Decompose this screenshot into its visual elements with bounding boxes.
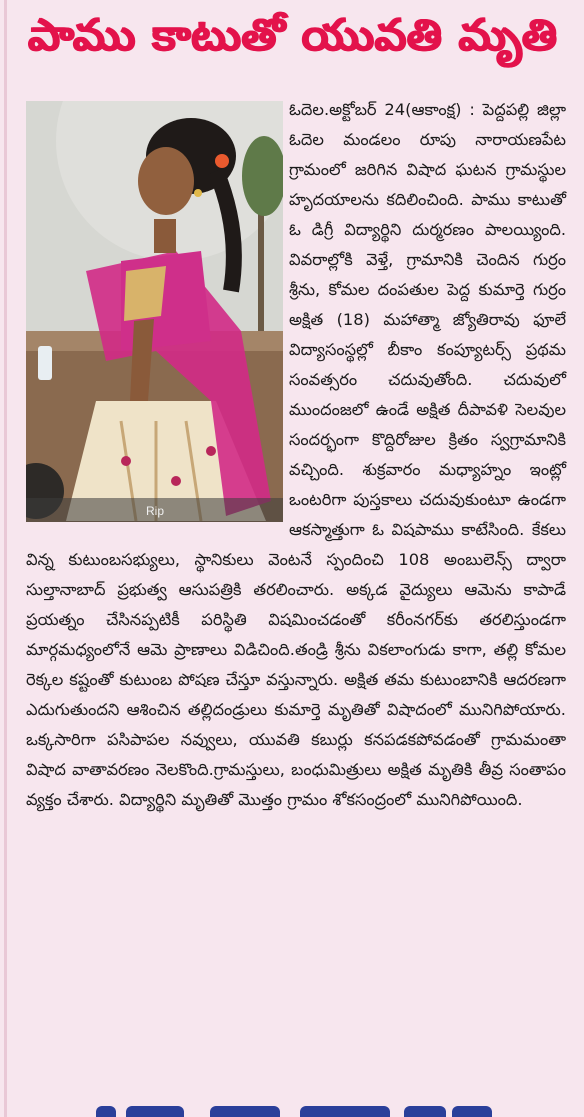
text-fragment <box>404 1106 446 1117</box>
portrait-illustration <box>26 101 283 522</box>
page-left-rule <box>4 0 7 1117</box>
photo-caption: Rip <box>146 504 165 518</box>
headline: పాము కాటుతో యువతి మృతి <box>28 10 558 61</box>
victim-photo <box>26 101 283 522</box>
text-fragment <box>126 1106 184 1117</box>
article-text: ఓదెల.అక్టోబర్ 24(ఆకాంక్ష) : పెద్దపల్లి జిల్లా ఓదెల మండలం రూపు నారాయణపేట గ్రామంలో జరిగిన విషాద ఘటన గ్రామస్థుల హృదయాలను కదిలించింది. పాము కాటుతో ఓ డిగ్రీ విద్యార్థిని దుర్మరణం పాలయ్యింది. వివరాల్లోకి వెళ్తే, గ్రామానికి చెందిన గుర్రం శ్రీను, కోమల దంపతుల పెద్ద కుమార్తె గుర్రం అక్షిత (18) మహాత్మా జ్యోతిరావు ఫూలే విద్యాసంస్థల్లో బీకాం కంప్యూటర్స్ ప్రథమ సంవత్సరం చదువుతోంది. చదువులో ముందంజలో ఉండే అక్షిత దీపావళి సెలవుల సందర్భంగా కొద్దిరోజుల క్రితం స్వగ్రామానికి వచ్చింది. శుక్రవారం మధ్యాహ్నం ఇంట్లో ఒంటరిగా పుస్తకాలు చదువుకుంటూ ఉండగా ఆకస్మాత్తుగా ఓ విషపాము కాటేసింది. కేకలు విన్న కుటుంబసభ్యులు, స్థానికులు వెంటనే స్పందించి 108 అంబులెన్స్ ద్వారా సుల్తానాబాద్ ప్రభుత్వ ఆసుపత్రికి తరలించారు. అక్కడ వైద్యులు ఆమెను కాపాడే ప్రయత్నం చేసినప్పటికీ పరిస్థితి విషమించడంతో కరీంనగర్‌కు తరలిస్తుండగా మార్గమధ్యంలోనే ఆమె ప్రాణాలు విడిచింది.తండ్రి శ్రీను వికలాంగుడు కాగా, తల్లి కోమల రెక్కల కష్టంతో కుటుంబ పోషణ చేస్తూ వస్తున్నారు. అక్షిత తమ కుటుంబానికి ఆదరణగా ఎదుగుతుందని ఆశించిన తల్లిదండ్రులు కుమార్తె మృతితో విషాదంలో మునిగిపోయారు. ఒక్కసారిగా పసిపాపల నవ్వులు, యువతి కబుర్లు కనపడకపోవడంతో గ్రామమంతా విషాద వాతావరణం నెలకొంది.గ్రామస్తులు, బంధుమిత్రులు అక్షిత మృతికి తీవ్ర సంతాపం వ్యక్తం చేశారు. విద్యార్థిని మృతితో మొత్తం గ్రామం శోకసంద్రంలో మునిగిపోయింది. <box>26 100 566 809</box>
text-fragment <box>452 1106 492 1117</box>
cut-off-next-headline <box>0 1104 584 1117</box>
text-fragment <box>210 1106 280 1117</box>
text-fragment <box>300 1106 390 1117</box>
text-fragment <box>96 1106 116 1117</box>
